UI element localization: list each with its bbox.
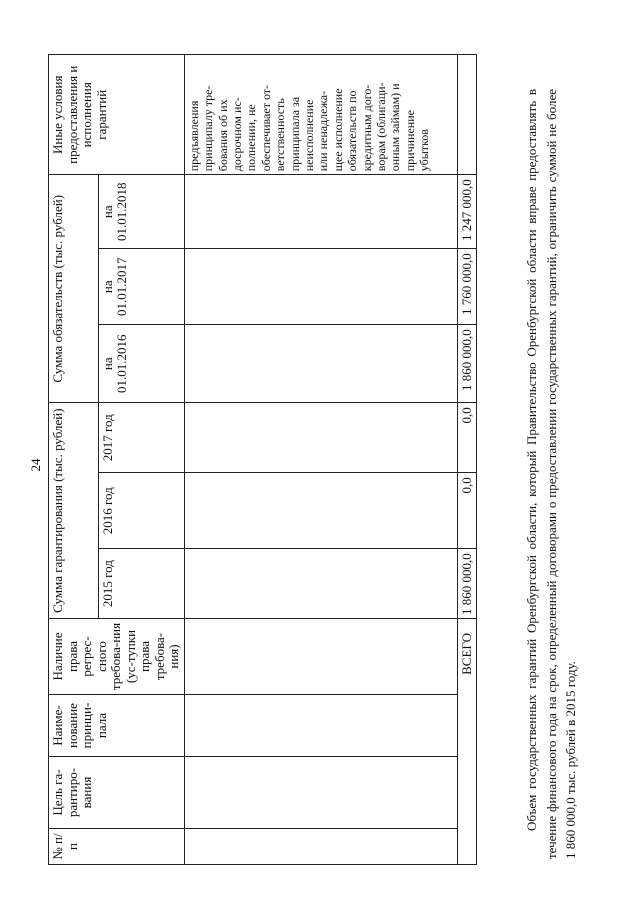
header-principal: Наиме-нование принци-пала bbox=[49, 695, 185, 757]
cell-num bbox=[184, 829, 457, 865]
condition-line: бования об их bbox=[215, 99, 230, 172]
header-year-2015: 2015 год bbox=[98, 549, 184, 619]
page-number: 24 bbox=[28, 458, 43, 472]
condition-line: принципала за bbox=[287, 96, 302, 172]
header-recourse: Наличие права регрес-сного требова-ния (ус-тупки права требова-ния) bbox=[49, 619, 185, 695]
footnote-paragraph: Объем государственных гарантий Оренбургской области, который Правительство Оренбургской области вправе предоставлять в течение финансового года на срок, определенный договорами о предоставлении государственных гарантий, ограничить суммой не более 1 860 000,0 тыс. рублей в 2015 году. bbox=[524, 89, 578, 859]
condition-line: причинение bbox=[402, 110, 417, 172]
cell-year-2016 bbox=[184, 473, 457, 549]
condition-line: предъявления bbox=[186, 100, 201, 172]
cell-recourse bbox=[184, 619, 457, 695]
header-year-2016: 2016 год bbox=[98, 473, 184, 549]
total-row bbox=[457, 55, 477, 865]
condition-line: досрочном ис- bbox=[230, 97, 245, 172]
condition-line: обеспечивает от- bbox=[258, 84, 273, 172]
condition-line: ветственность bbox=[273, 98, 288, 172]
guarantees-table bbox=[48, 54, 477, 865]
condition-line: неисполнение bbox=[302, 99, 317, 172]
cell-purpose bbox=[184, 757, 457, 829]
cell-date-2016 bbox=[184, 325, 457, 403]
condition-line: щее исполнение bbox=[330, 88, 345, 172]
condition-line: или ненадлежа- bbox=[316, 90, 331, 172]
cell-principal bbox=[184, 695, 457, 757]
total-2015: 1 860 000,0 bbox=[457, 549, 477, 619]
cell-date-2017 bbox=[184, 249, 457, 325]
condition-line: обязательств по bbox=[345, 90, 360, 172]
header-date-2018: на 01.01.2018 bbox=[98, 175, 184, 249]
total-2017: 0,0 bbox=[457, 403, 477, 473]
condition-line: убытков bbox=[417, 129, 432, 172]
condition-line: полнении, не bbox=[244, 104, 259, 172]
condition-line: принципалу тре- bbox=[201, 85, 216, 172]
other-conditions-cell bbox=[184, 55, 457, 175]
header-guarantee-sum: Сумма гарантирования (тыс. рублей) bbox=[49, 403, 99, 619]
table-row bbox=[184, 55, 457, 865]
header-other-conditions: Иные условия предоставления и исполнения гарантий bbox=[49, 55, 185, 175]
cell-year-2015 bbox=[184, 549, 457, 619]
header-obligations-sum: Сумма обязательств (тыс. рублей) bbox=[49, 175, 99, 403]
header-row-1 bbox=[49, 55, 99, 865]
condition-line: кредитным дого- bbox=[359, 84, 374, 172]
total-date-2018: 1 247 000,0 bbox=[457, 175, 477, 249]
total-2016: 0,0 bbox=[457, 473, 477, 549]
cell-year-2017 bbox=[184, 403, 457, 473]
total-date-2016: 1 860 000,0 bbox=[457, 325, 477, 403]
total-other-conditions bbox=[457, 55, 477, 175]
cell-date-2018 bbox=[184, 175, 457, 249]
header-date-2016: на 01.01.2016 bbox=[98, 325, 184, 403]
header-year-2017: 2017 год bbox=[98, 403, 184, 473]
header-date-2017: на 01.01.2017 bbox=[98, 249, 184, 325]
condition-line: ворам (облигаци- bbox=[374, 82, 388, 172]
total-date-2017: 1 760 000,0 bbox=[457, 249, 477, 325]
header-purpose: Цель га-рантиро-вания bbox=[49, 757, 185, 829]
condition-line: онным займам) и bbox=[388, 83, 403, 172]
total-label: ВСЕГО bbox=[457, 619, 477, 865]
header-num: № п/п bbox=[49, 829, 185, 865]
